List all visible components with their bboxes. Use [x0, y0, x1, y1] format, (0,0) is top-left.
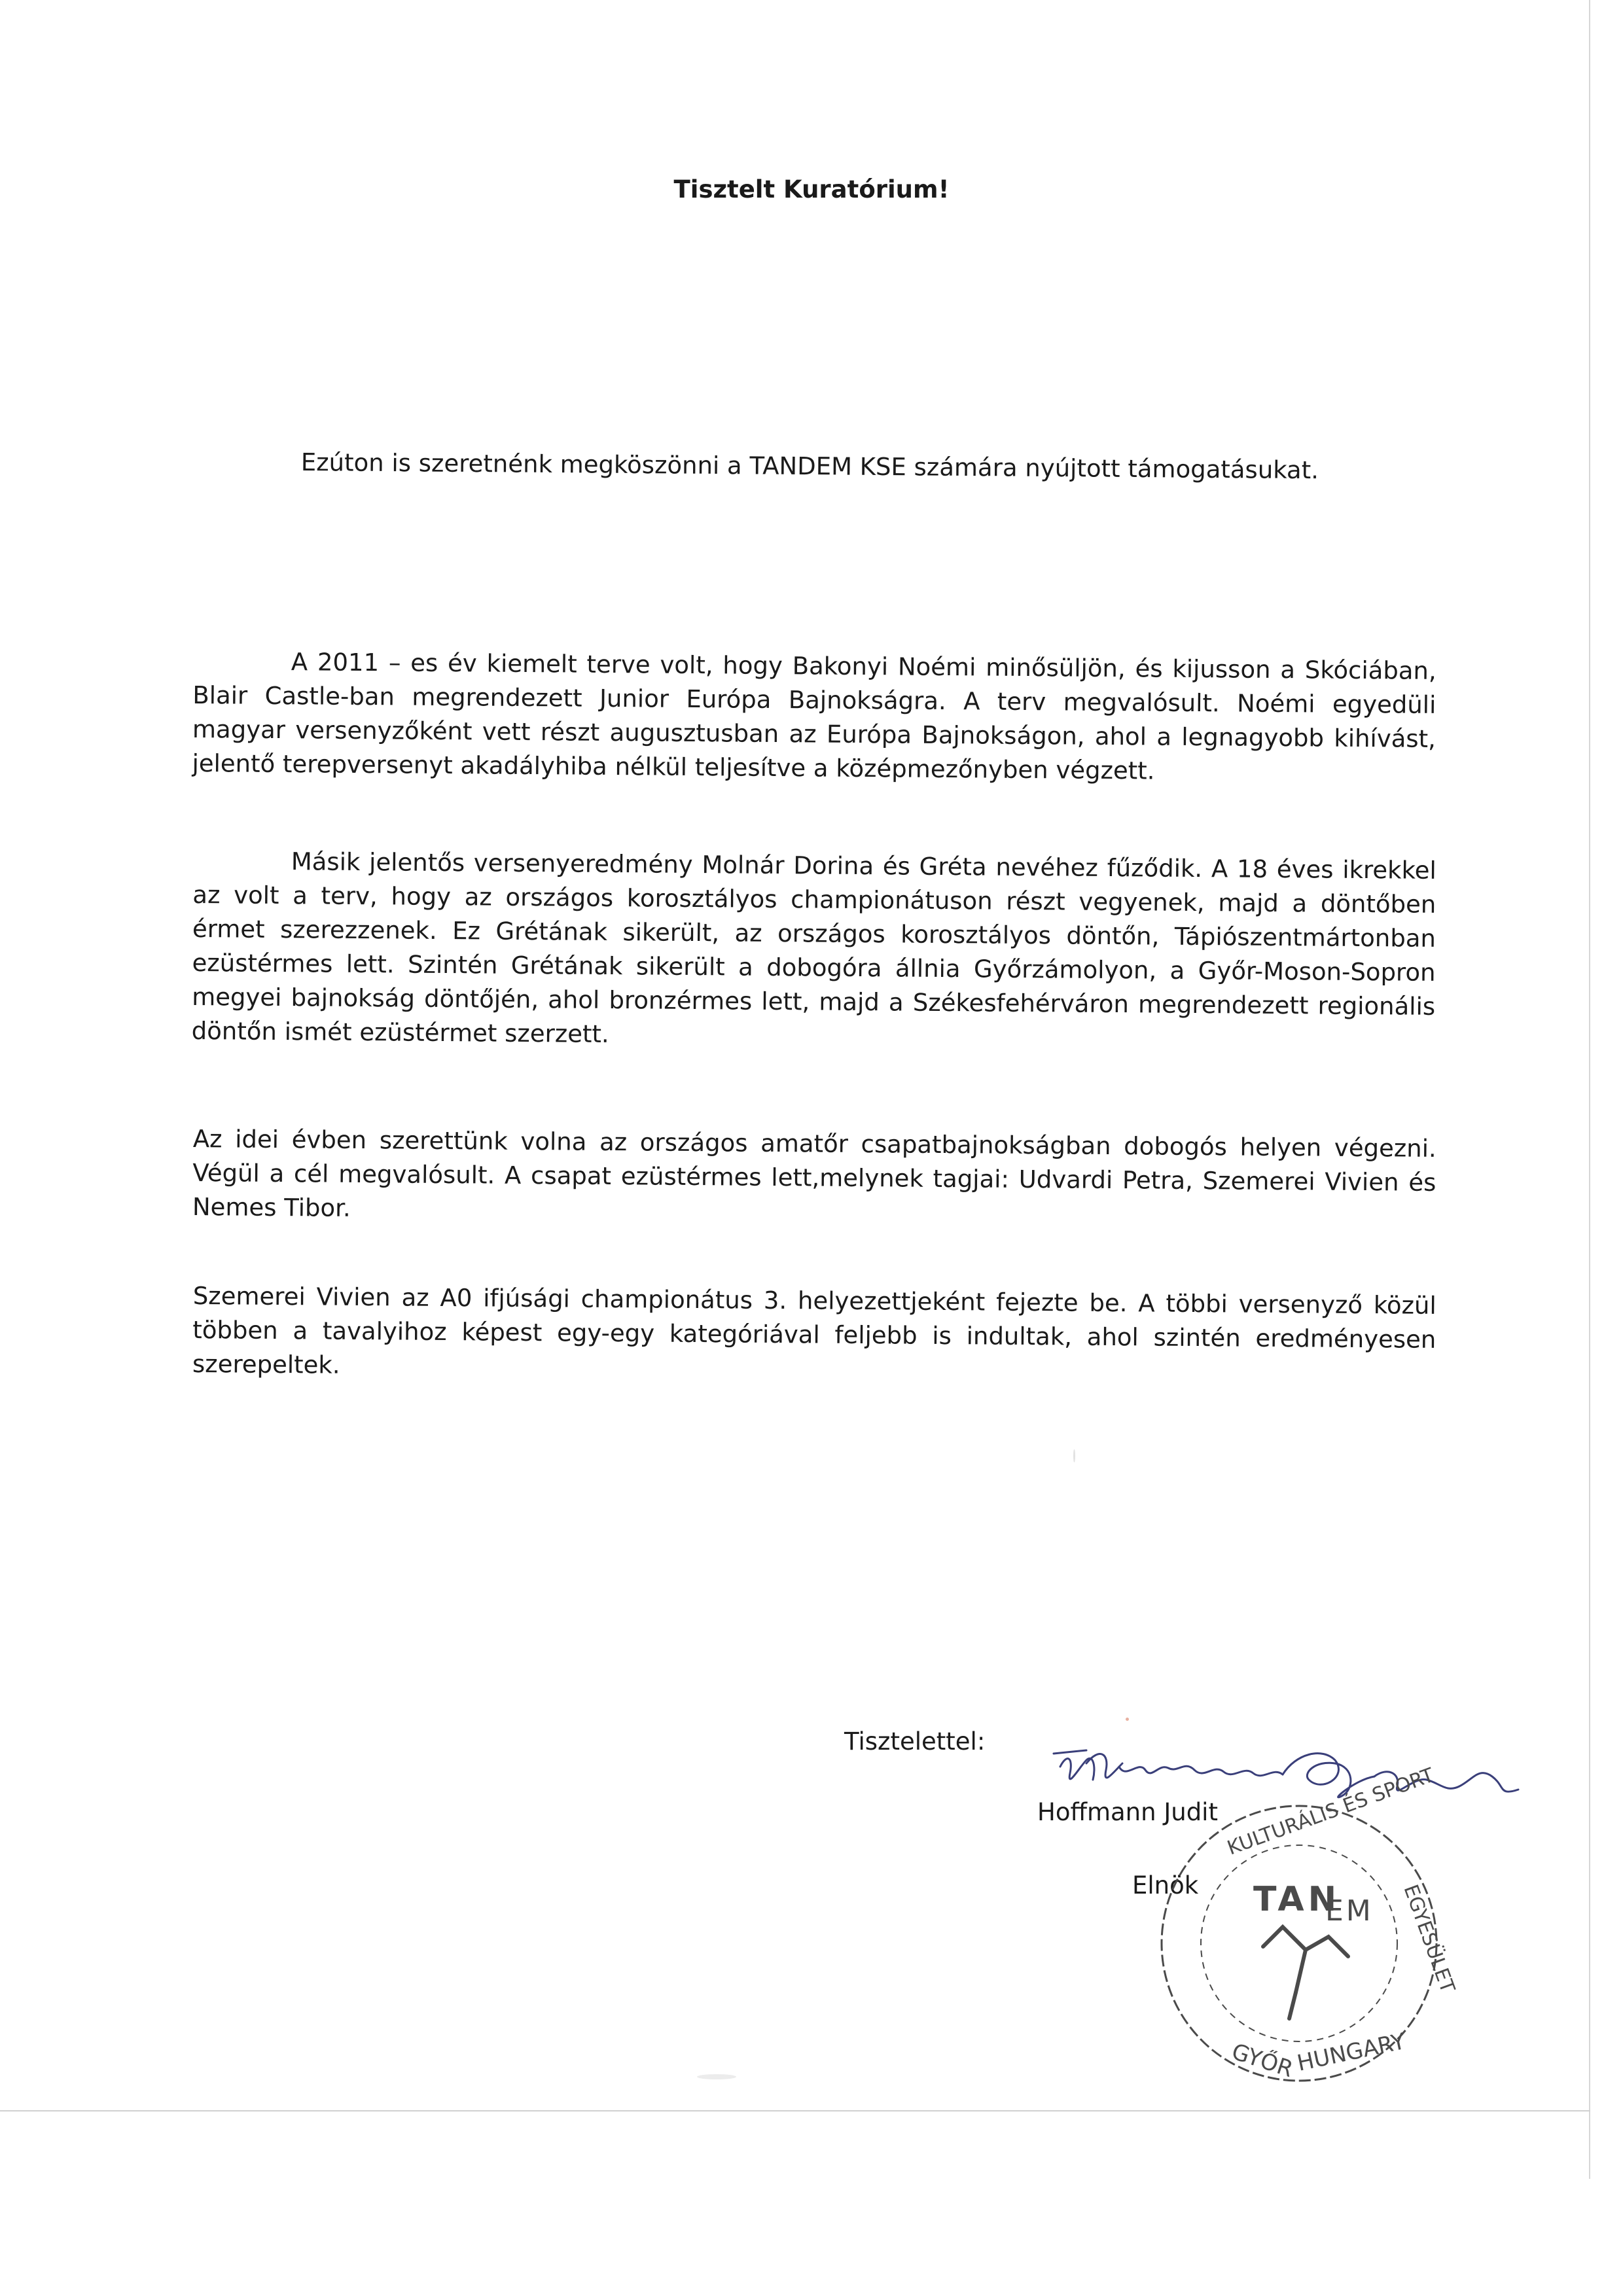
- signer-title: Elnök: [1132, 1871, 1199, 1899]
- paragraph-noemi: A 2011 – es év kiemelt terve volt, hogy Bakonyi Noémi minősüljön, és kijusson a Skóciában, Blair Castle-ban megrendezett Junior Európa Bajnokságra. A terv megvalósult. Noémi egyedüli magyar versenyzőként vett részt augusztusban az Európa Bajnokságon, ahol a legnagyobb kihívást, jelentő terepversenyt akadályhiba nélkül teljesítve a középmezőnyben végzett.: [192, 648, 1436, 785]
- paragraph-molnar-twins: Másik jelentős versenyeredmény Molnár Dorina és Gréta nevéhez fűződik. A 18 éves ikrekkel az volt a terv, hogy az országos korosztályos championátuson részt vegyenek, majd a döntőben érmet szerezzenek. Ez Grétának sikerült, az országos korosztályos döntőn, Tápiószentmártonban ezüstérmes lett. Szintén Grétának sikerült a dobogóra állnia Győrzámolyon, a Győr-Moson-Sopron megyei bajnokság döntőjén, ahol bronzérmes lett, majd a Székesfehérváron megrendezett regionális döntőn ismét ezüstérmet szerzett.: [191, 847, 1436, 1049]
- svg-text:TAN: TAN: [1253, 1880, 1341, 1919]
- svg-text:GYŐR: GYŐR: [1228, 2038, 1296, 2083]
- signer-name: Hoffmann Judit: [1037, 1798, 1218, 1826]
- paragraph-other-results: Szemerei Vivien az A0 ifjúsági championátus 3. helyezettjeként fejezte be. A többi versenyző közül többen a tavalyihoz képest egy-egy kategóriával feljebb is indultak, ahol szintén eredményesen szerepeltek.: [192, 1281, 1436, 1379]
- scan-edge-bottom: [0, 2110, 1590, 2111]
- svg-text:KULTURÁLIS ÉS SPORT: KULTURÁLIS ÉS SPORT: [1224, 1763, 1437, 1860]
- letter-salutation: Tisztelt Kuratórium!: [673, 175, 950, 203]
- svg-text:EM: EM: [1325, 1894, 1374, 1928]
- scan-edge-right: [1589, 0, 1590, 2179]
- letter-closing: Tisztelettel:: [844, 1727, 986, 1756]
- svg-text:EGYESÜLET: EGYESÜLET: [1399, 1881, 1459, 1996]
- svg-text:HUNGARY: HUNGARY: [1294, 2028, 1408, 2077]
- letter-intro: Ezúton is szeretnénk megköszönni a TANDEM KSE számára nyújtott támogatásukat.: [300, 448, 1319, 485]
- paragraph-team-championship: Az idei évben szerettünk volna az országos amatőr csapatbajnokságban dobogós helyen végezni. Végül a cél megvalósult. A csapat ezüstérmes lett,melynek tagjai: Udvardi Petra, Szemerei Vivien és Nemes Tibor.: [192, 1124, 1436, 1222]
- club-stamp: [1152, 1763, 1459, 2091]
